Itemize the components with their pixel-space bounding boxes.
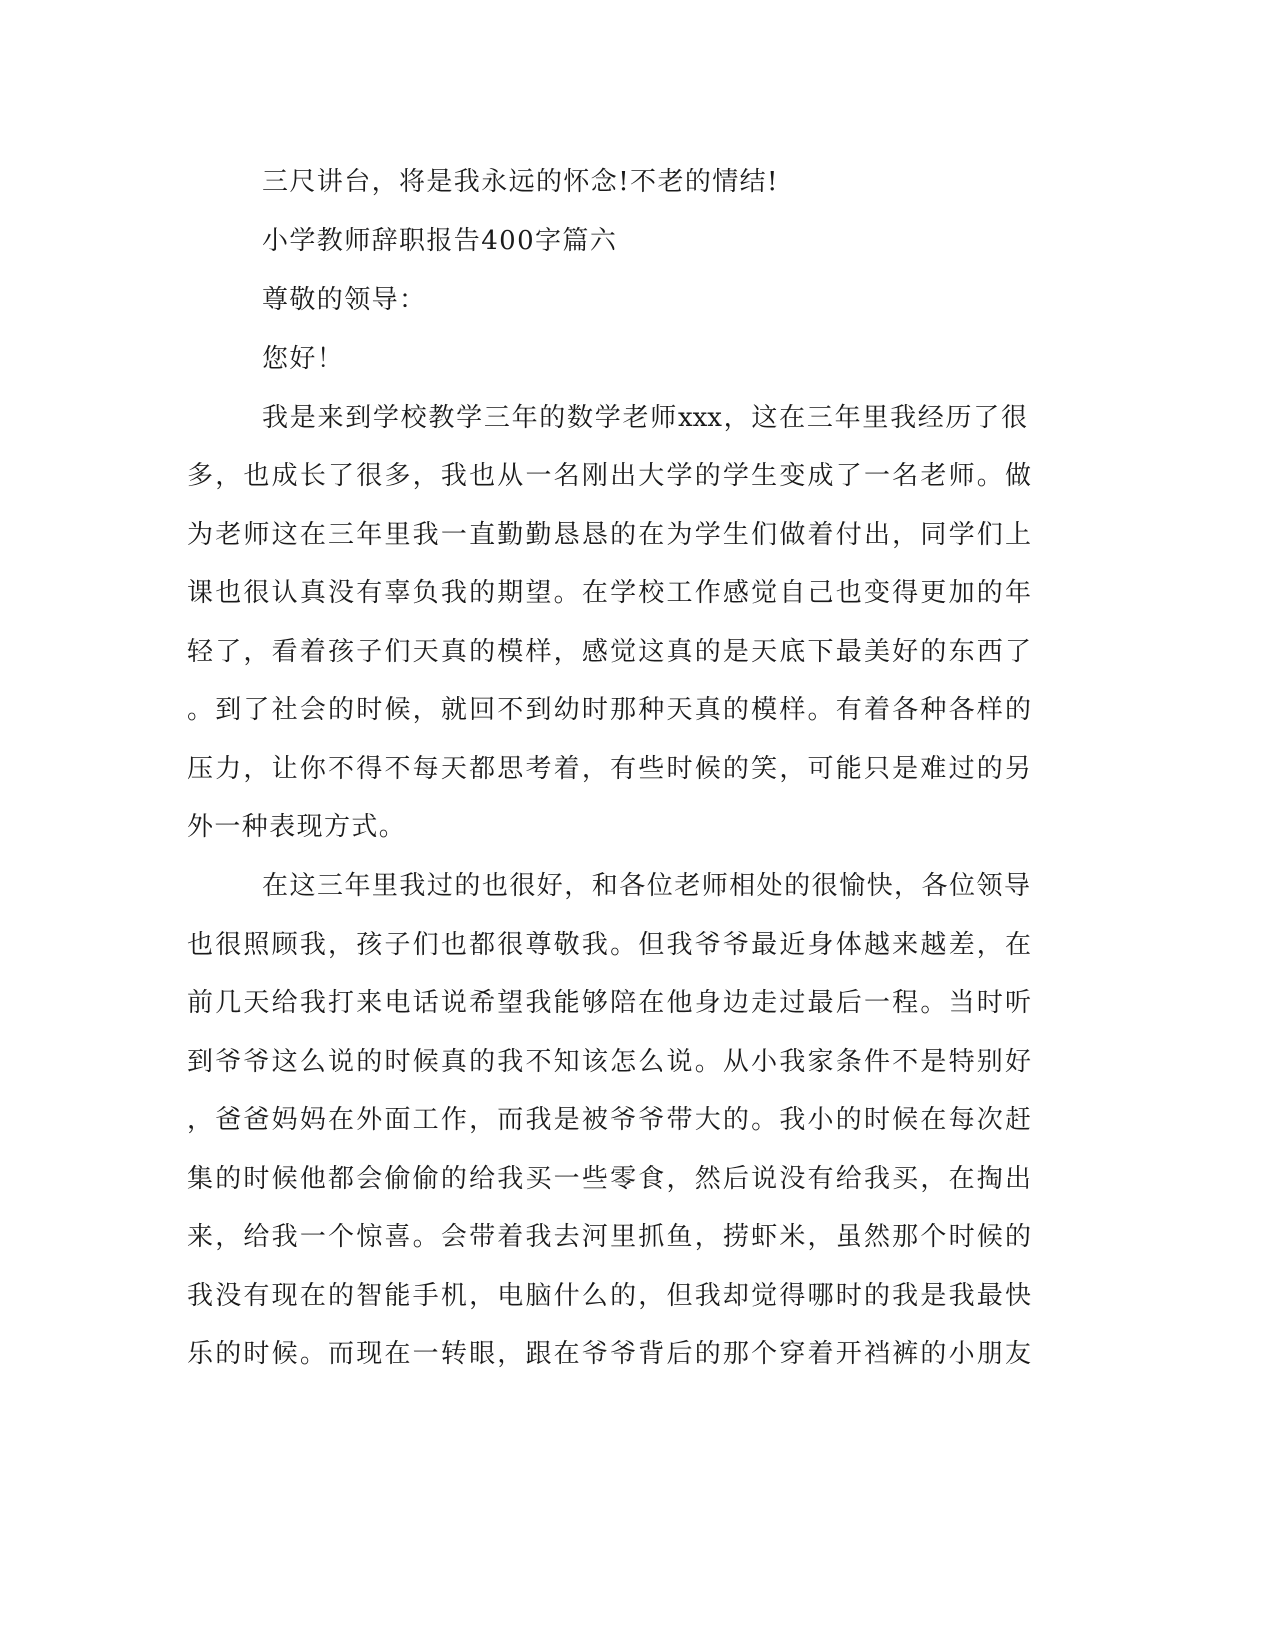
text-line: 外一种表现方式。 (187, 812, 407, 842)
salutation: 尊敬的领导： (262, 285, 427, 315)
text-line: 在这三年里我过的也很好，和各位老师相处的很愉快，各位领导 (262, 871, 1030, 901)
text-line: 。到了社会的时候，就回不到幼时那种天真的模样。有着各种各样的 (187, 695, 1031, 725)
text-line: 课也很认真没有辜负我的期望。在学校工作感觉自己也变得更加的年 (187, 578, 1031, 608)
text-line: 为老师这在三年里我一直勤勤恳恳的在为学生们做着付出，同学们上 (187, 520, 1031, 550)
text-line: 来，给我一个惊喜。会带着我去河里抓鱼，捞虾米，虽然那个时候的 (187, 1222, 1031, 1252)
text-line: 三尺讲台，将是我永远的怀念!不老的情结! (262, 167, 779, 197)
text-line: 到爷爷这么说的时候真的我不知该怎么说。从小我家条件不是特别好 (187, 1047, 1031, 1077)
text-line: 多，也成长了很多，我也从一名刚出大学的学生变成了一名老师。做 (187, 461, 1031, 491)
text-line: 前几天给我打来电话说希望我能够陪在他身边走过最后一程。当时听 (187, 988, 1031, 1018)
text-line: 也很照顾我，孩子们也都很尊敬我。但我爷爷最近身体越来越差，在 (187, 930, 1031, 960)
text-line: 压力，让你不得不每天都思考着，有些时候的笑，可能只是难过的另 (187, 754, 1031, 784)
text-line: 乐的时候。而现在一转眼，跟在爷爷背后的那个穿着开裆裤的小朋友 (187, 1339, 1031, 1369)
text-line: 轻了，看着孩子们天真的模样，感觉这真的是天底下最美好的东西了 (187, 637, 1031, 667)
text-line: ，爸爸妈妈在外面工作，而我是被爷爷带大的。我小的时候在每次赶 (187, 1105, 1031, 1135)
text-line: 集的时候他都会偷偷的给我买一些零食，然后说没有给我买，在掏出 (187, 1164, 1031, 1194)
text-line: 我是来到学校教学三年的数学老师xxx，这在三年里我经历了很 (262, 403, 1027, 433)
section-heading: 小学教师辞职报告400字篇六 (262, 226, 618, 256)
text-line: 我没有现在的智能手机，电脑什么的，但我却觉得哪时的我是我最快 (187, 1281, 1031, 1311)
greeting: 您好！ (262, 344, 345, 374)
